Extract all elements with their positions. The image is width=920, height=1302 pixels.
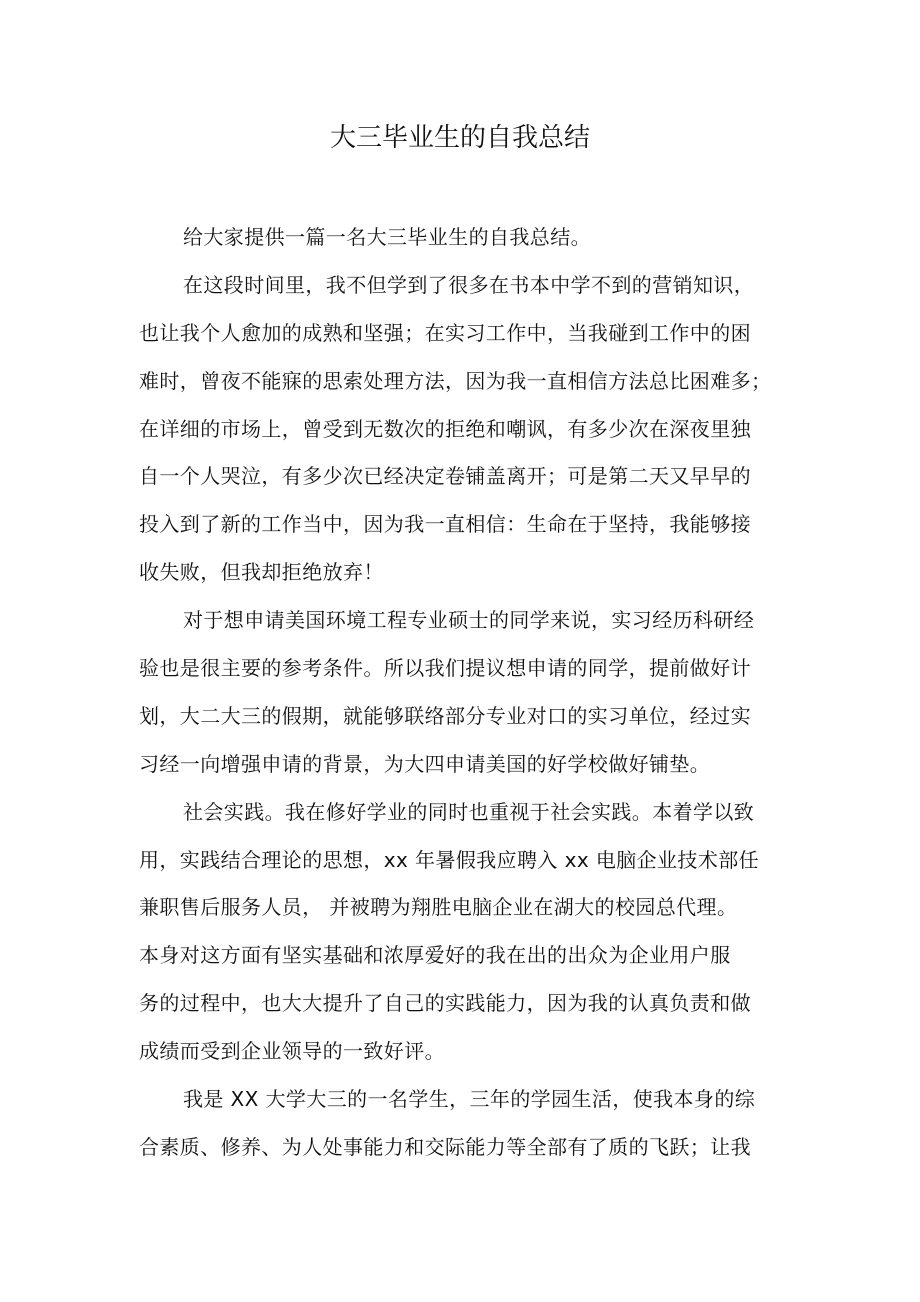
paragraph-internship-experience [139, 262, 789, 597]
paragraph-line: 习经一向增强申请的背景，为大四申请美国的好学校做好铺垫。 [139, 751, 711, 776]
paragraph-line: 社会实践。我在修好学业的同时也重视于社会实践。本着学以致 [183, 799, 755, 824]
paragraph-line: 在详细的市场上，曾受到无数次的拒绝和嘲讽，有多少次在深夜里独 [139, 416, 751, 441]
paragraph-line: 投入到了新的工作当中，因为我一直相信：生命在于坚持，我能够接 [139, 512, 751, 537]
paragraph-application-advice [139, 597, 789, 789]
paragraph-line: 收失败，但我却拒绝放弃！ [139, 560, 384, 585]
paragraph-line: 本身对这方面有坚实基础和浓厚爱好的我在出的出众为企业用户服 [139, 943, 731, 968]
document-body [139, 214, 789, 1172]
document-title: 大三毕业生的自我总结 [329, 123, 590, 153]
paragraph-line: 务的过程中，也大大提升了自己的实践能力，因为我的认真负责和做 [139, 991, 751, 1016]
paragraph-line: 划，大二大三的假期，就能够联络部分专业对口的实习单位，经过实 [139, 703, 751, 728]
paragraph-social-practice [139, 789, 789, 1076]
paragraph-line: 在这段时间里，我不但学到了很多在书本中学不到的营销知识， [183, 272, 755, 297]
paragraph-line: 也让我个人愈加的成熟和坚强；在实习工作中，当我碰到工作中的困 [139, 320, 751, 345]
paragraph-line: 验也是很主要的参考条件。所以我们提议想申请的同学，提前做好计 [139, 656, 751, 681]
paragraph-line: 给大家提供一篇一名大三毕业生的自我总结。 [183, 225, 591, 249]
paragraph-intro [139, 214, 789, 262]
paragraph-university-life [139, 1076, 789, 1172]
paragraph-line: 成绩而受到企业领导的一致好评。 [139, 1039, 445, 1064]
paragraph-line: 对于想申请美国环境工程专业硕士的同学来说，实习经历科研经 [183, 608, 755, 633]
paragraph-line: 我是 XX 大学大三的一名学生，三年的学园生活，使我本身的综 [183, 1087, 756, 1112]
paragraph-line: 兼职售后服务人员， 并被聘为翔胜电脑企业在湖大的校园总代理。 [139, 895, 738, 920]
paragraph-line: 自一个人哭泣，有多少次已经决定卷铺盖离开；可是第二天又早早的 [139, 464, 751, 489]
paragraph-line: 难时，曾夜不能寐的思索处理方法，因为我一直相信方法总比困难多； [139, 368, 772, 393]
paragraph-line: 用，实践结合理论的思想，xx 年暑假我应聘入 xx 电脑企业技术部任 [139, 847, 760, 872]
paragraph-line: 合素质、修养、为人处事能力和交际能力等全部有了质的飞跃；让我 [139, 1134, 751, 1159]
